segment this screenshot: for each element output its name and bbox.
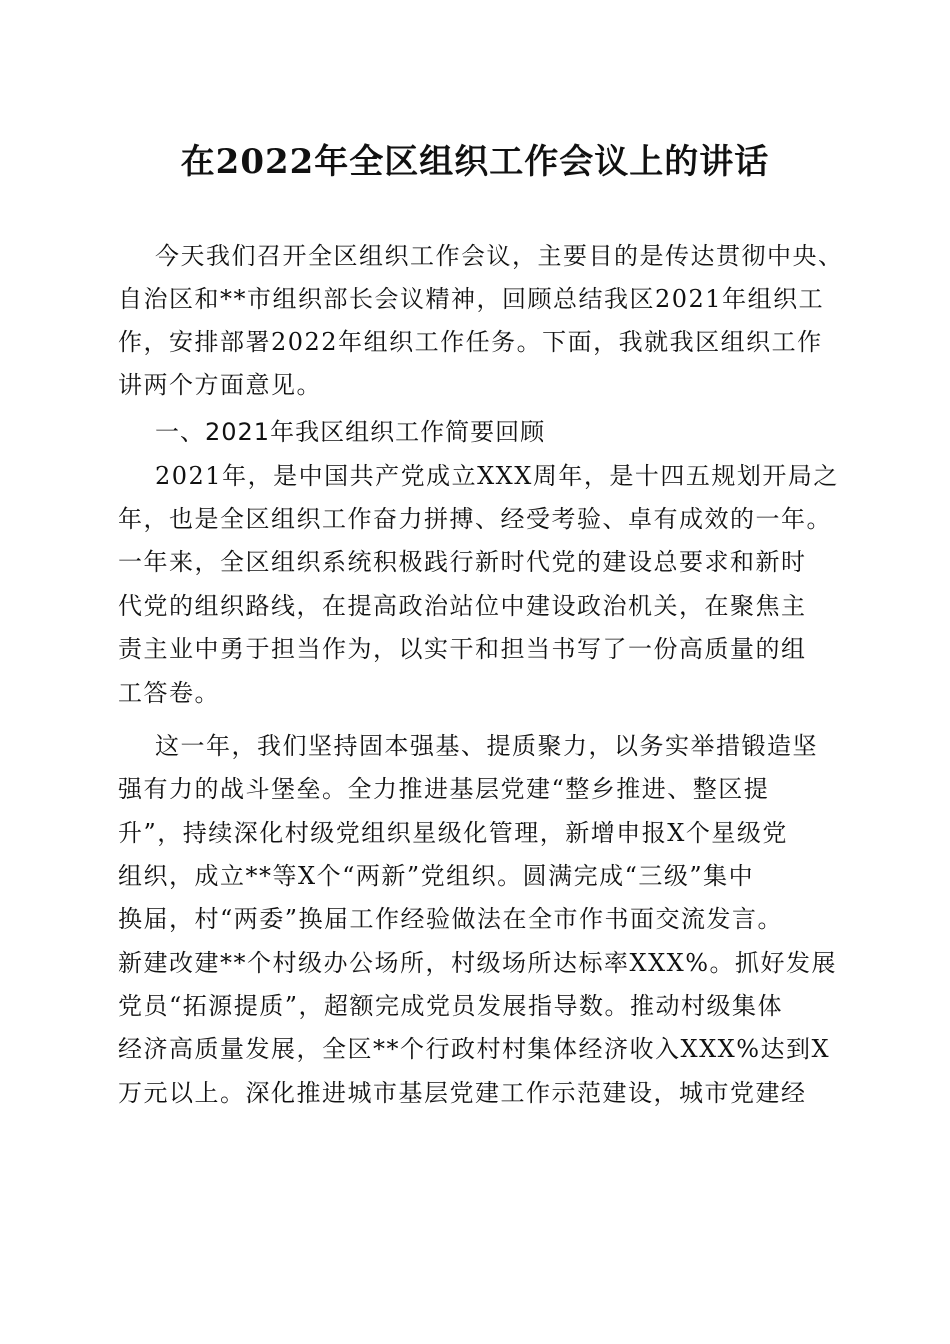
paragraph-3-line-2: 强有力的战斗堡垒。全力推进基层党建“整乡推进、整区提 — [118, 775, 770, 803]
paragraph-3-line-6: 新建改建**个村级办公场所，村级场所达标率XXX%。抓好发展 — [118, 949, 838, 977]
paragraph-2-line-1: 2021年，是中国共产党成立XXX周年，是十四五规划开局之 — [155, 462, 839, 490]
paragraph-3-line-8: 经济高质量发展，全区**个行政村村集体经济收入XXX%达到X — [118, 1035, 831, 1063]
paragraph-2-line-3: 一年来，全区组织系统积极践行新时代党的建设总要求和新时 — [118, 548, 807, 576]
document-title: 在2022年全区组织工作会议上的讲话 — [180, 142, 770, 182]
paragraph-3-line-4: 组织，成立**等X个“两新”党组织。圆满完成“三级”集中 — [118, 862, 755, 890]
paragraph-2-line-6: 工答卷。 — [118, 679, 220, 707]
paragraph-1-line-3: 作，安排部署2022年组织工作任务。下面，我就我区组织工作 — [118, 328, 823, 356]
paragraph-1-line-4: 讲两个方面意见。 — [118, 371, 322, 399]
paragraph-2-line-4: 代党的组织路线，在提高政治站位中建设政治机关，在聚焦主 — [118, 592, 807, 620]
paragraph-3-line-7: 党员“拓源提质”，超额完成党员发展指导数。推动村级集体 — [118, 992, 784, 1020]
paragraph-3-line-3: 升”，持续深化村级党组织星级化管理，新增申报X个星级党 — [118, 819, 788, 847]
paragraph-3-line-9: 万元以上。深化推进城市基层党建工作示范建设，城市党建经 — [118, 1079, 807, 1107]
paragraph-1-line-1: 今天我们召开全区组织工作会议，主要目的是传达贯彻中央、 — [155, 242, 844, 270]
paragraph-2-line-5: 责主业中勇于担当作为，以实干和担当书写了一份高质量的组 — [118, 635, 807, 663]
paragraph-2-line-2: 年，也是全区组织工作奋力拼搏、经受考验、卓有成效的一年。 — [118, 505, 832, 533]
paragraph-3-line-5: 换届，村“两委”换届工作经验做法在全市作书面交流发言。 — [118, 905, 784, 933]
paragraph-1-line-2: 自治区和**市组织部长会议精神，回顾总结我区2021年组织工 — [118, 285, 825, 313]
paragraph-3-line-1: 这一年，我们坚持固本强基、提质聚力，以务实举措锻造坚 — [155, 732, 818, 760]
section-heading: 一、2021年我区组织工作简要回顾 — [155, 418, 546, 446]
